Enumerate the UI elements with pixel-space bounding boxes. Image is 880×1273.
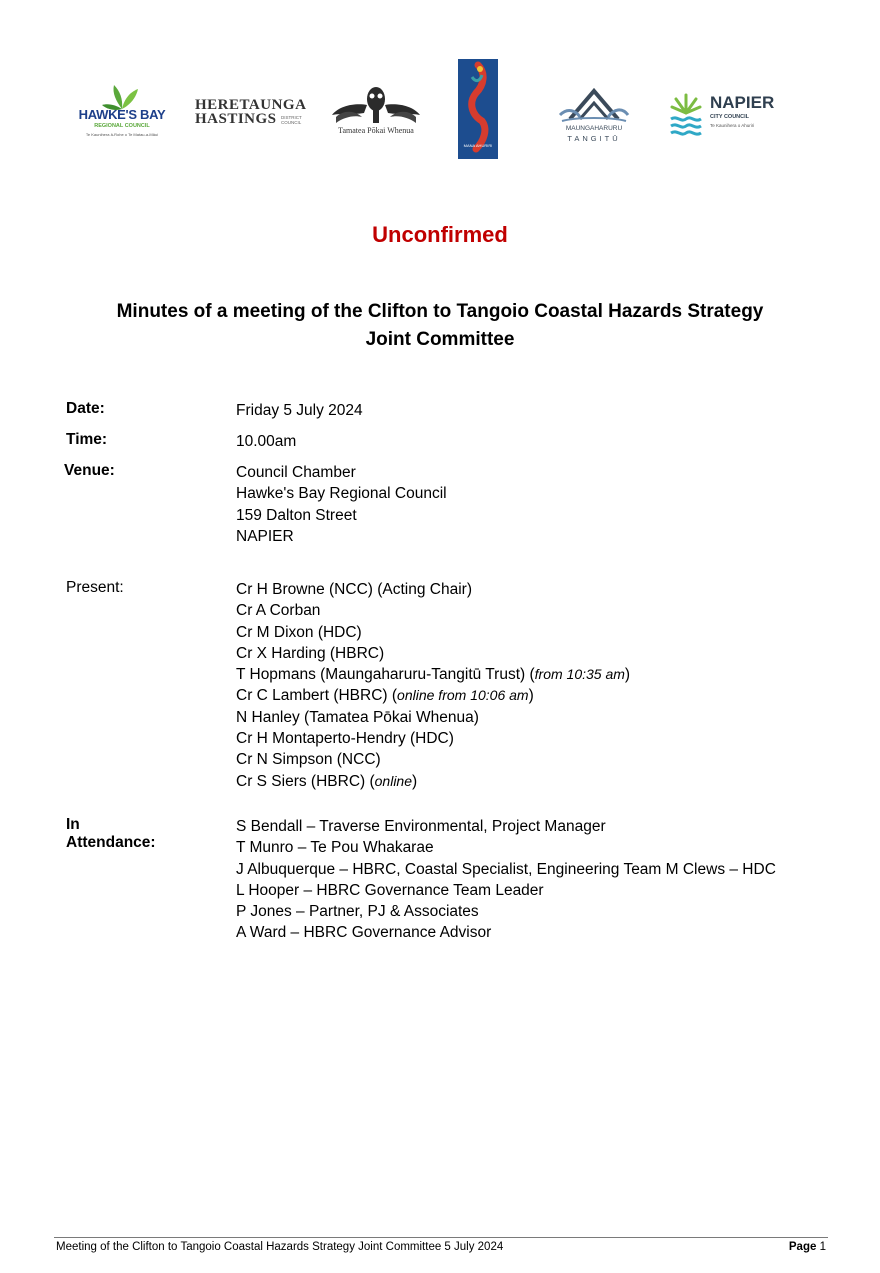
venue-line: Hawke's Bay Regional Council: [236, 485, 447, 503]
mana-ahuriri-logo: [458, 59, 498, 159]
present-member-text: Cr S Siers (HBRC) (: [236, 772, 375, 790]
attendee: J Albuquerque – HBRC, Coastal Specialist, Engineering Team M Clews – HDC: [236, 860, 776, 878]
hastings-logo-sub: DISTRICT COUNCIL: [281, 115, 302, 125]
maungaharuru-logo: [556, 85, 632, 145]
present-member: Cr N Simpson (NCC): [236, 751, 381, 769]
attendee: A Ward – HBRC Governance Advisor: [236, 924, 492, 942]
present-list: [236, 579, 796, 792]
attendee: P Jones – Partner, PJ & Associates: [236, 903, 479, 921]
time-value: 10.00am: [236, 433, 297, 450]
venue-line: 159 Dalton Street: [236, 506, 357, 524]
hbrc-logo-line2: REGIONAL COUNCIL: [94, 123, 150, 129]
venue-line: Council Chamber: [236, 464, 356, 481]
hastings-logo-line2: HASTINGS: [195, 111, 277, 127]
page-label: Page: [788, 1241, 817, 1253]
attendance-label: In Attendance:: [66, 816, 156, 851]
present-member: Cr A Corban: [236, 602, 321, 620]
tamatea-carving-icon: [326, 83, 426, 127]
attendee: T Munro – Te Pou Whakarae: [236, 839, 434, 857]
hbrc-logo-tagline: Te Kaunihera ā-Rohe o Te Matau-a-Māui: [85, 132, 159, 137]
attendee: L Hooper – HBRC Governance Team Leader: [236, 881, 544, 899]
hastings-logo: [195, 97, 315, 137]
present-member-text: ): [412, 772, 418, 790]
present-member-text: ): [528, 687, 534, 705]
venue-line: NAPIER: [236, 527, 294, 545]
present-label: Present:: [66, 579, 124, 596]
document-status: Unconfirmed: [372, 222, 508, 247]
present-member: Cr H Montaperto-Hendry (HDC): [236, 730, 454, 748]
page-number: [789, 1241, 826, 1253]
present-member-note: online from 10:06 am: [397, 687, 529, 704]
present-member: Cr M Dixon (HDC): [236, 623, 362, 641]
time-label: Time:: [66, 431, 108, 448]
napier-logo-tagline: Te Kaunihera o Ahuriri: [710, 123, 755, 128]
hbrc-logo: [72, 83, 172, 143]
document-title-line1: Minutes of a meeting of the Clifton to Tangoio Coastal Hazards Strategy: [116, 301, 764, 322]
napier-logo-line2: CITY COUNCIL: [710, 114, 750, 120]
footer-divider: [54, 1237, 828, 1238]
tamatea-logo-caption: Tamatea Pōkai Whenua: [338, 126, 414, 135]
tamatea-logo: [326, 83, 426, 139]
napier-logo: [668, 91, 788, 141]
venue-label: Venue:: [64, 462, 115, 479]
maungaharuru-mountain-icon: [556, 85, 632, 123]
mana-ahuriri-caption: MANA AHURIRI: [463, 143, 493, 148]
present-member: [236, 685, 796, 706]
document-title-line2: Joint Committee: [365, 329, 515, 350]
hastings-logo-line1: HERETAUNGA: [195, 97, 307, 113]
date-label: Date:: [66, 400, 105, 417]
present-member-text: T Hopmans (Maungaharuru-Tangitū Trust) (: [236, 666, 535, 684]
maungaharuru-logo-line2: TANGITŪ: [567, 134, 621, 143]
present-member: Cr H Browne (NCC) (Acting Chair): [236, 581, 472, 598]
napier-logo-line1: NAPIER: [710, 93, 775, 112]
present-member: N Hanley (Tamatea Pōkai Whenua): [236, 708, 479, 726]
hbrc-logo-line1: HAWKE'S BAY: [78, 107, 166, 122]
present-member: [236, 771, 796, 792]
attendee: S Bendall – Traverse Environmental, Project Manager: [236, 818, 606, 835]
present-member: [236, 664, 796, 685]
footer-text: Meeting of the Clifton to Tangoio Coastal Hazards Strategy Joint Committee 5 July 2024: [56, 1241, 504, 1253]
present-member: Cr X Harding (HBRC): [236, 644, 385, 662]
present-member-note: online: [374, 772, 413, 789]
napier-wave-icon: [668, 91, 704, 137]
maungaharuru-logo-line1: MAUNGAHARURU: [565, 125, 623, 132]
present-member-text: ): [624, 666, 631, 684]
document-title: [90, 298, 790, 354]
attendance-list: [236, 816, 796, 944]
present-member-note: from 10:35 am: [534, 666, 625, 683]
partner-logos: [0, 55, 880, 165]
present-member-text: Cr C Lambert (HBRC) (: [236, 687, 398, 705]
date-value: Friday 5 July 2024: [236, 402, 363, 419]
page-number-value: 1: [819, 1241, 826, 1253]
venue-value: [236, 462, 796, 547]
